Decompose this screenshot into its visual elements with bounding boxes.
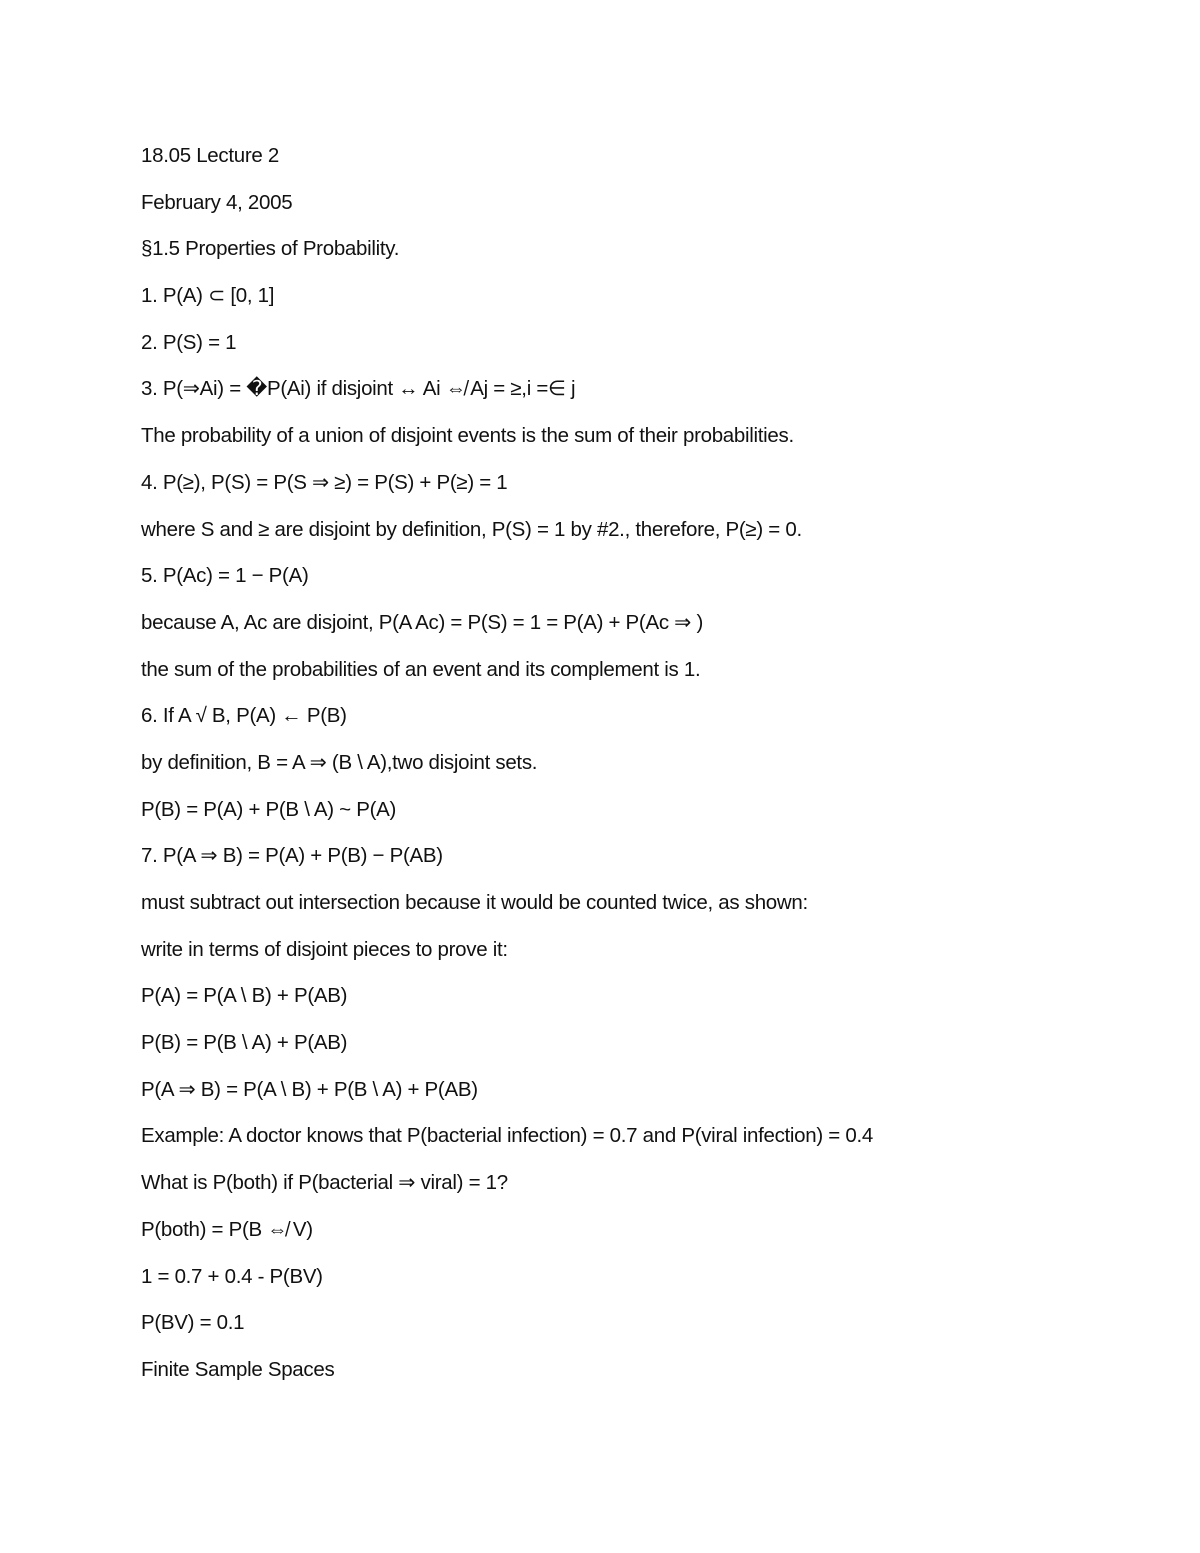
property-4-explanation: where S and ≥ are disjoint by definition, P(S) = 1 by #2., therefore, P(≥) = 0. <box>141 517 802 541</box>
property-5: 5. P(Ac) = 1 − P(A) <box>141 564 309 588</box>
property-1: 1. P(A) ⊂ [0, 1] <box>141 284 275 308</box>
document-body <box>141 139 1141 1400</box>
proof-intro: write in terms of disjoint pieces to prove it: <box>141 937 508 961</box>
section-heading: §1.5 Properties of Probability. <box>141 237 400 261</box>
property-6-equation: P(B) = P(A) + P(B \ A) ~ P(A) <box>141 797 397 821</box>
property-3-explanation: The probability of a union of disjoint events is the sum of their probabilities. <box>141 424 794 448</box>
proof-equation-a: P(A) = P(A \ B) + P(AB) <box>141 984 348 1008</box>
next-section-heading: Finite Sample Spaces <box>141 1357 335 1381</box>
example-step-1: P(both) = P(B ⇎ V) <box>141 1217 313 1241</box>
example-step-2: 1 = 0.7 + 0.4 - P(BV) <box>141 1264 323 1288</box>
lecture-title: 18.05 Lecture 2 <box>141 144 279 167</box>
example-question: What is P(both) if P(bacterial ⇒ viral) = 1? <box>141 1171 508 1195</box>
proof-equation-union: P(A ⇒ B) = P(A \ B) + P(B \ A) + P(AB) <box>141 1077 478 1101</box>
property-3: 3. P(⇒Ai) = �P(Ai) if disjoint ↔ Ai ⇎ Aj = ≥,i =∈ j <box>141 377 576 401</box>
lecture-date: February 4, 2005 <box>141 190 293 214</box>
property-7: 7. P(A ⇒ B) = P(A) + P(B) − P(AB) <box>141 844 443 868</box>
property-5-explanation: because A, Ac are disjoint, P(A Ac) = P(S) = 1 = P(A) + P(Ac ⇒ ) <box>141 610 703 634</box>
property-5-summary: the sum of the probabilities of an event and its complement is 1. <box>141 657 701 681</box>
property-4: 4. P(≥), P(S) = P(S ⇒ ≥) = P(S) + P(≥) = 1 <box>141 470 508 494</box>
example-answer: P(BV) = 0.1 <box>141 1311 245 1335</box>
example-statement: Example: A doctor knows that P(bacterial infection) = 0.7 and P(viral infection) = 0.4 <box>141 1124 873 1148</box>
property-2: 2. P(S) = 1 <box>141 330 237 354</box>
property-7-explanation: must subtract out intersection because it would be counted twice, as shown: <box>141 891 808 914</box>
property-6: 6. If A √ B, P(A) ← P(B) <box>141 704 347 728</box>
property-6-explanation: by definition, B = A ⇒ (B \ A),two disjoint sets. <box>141 750 538 774</box>
proof-equation-b: P(B) = P(B \ A) + P(AB) <box>141 1031 348 1055</box>
